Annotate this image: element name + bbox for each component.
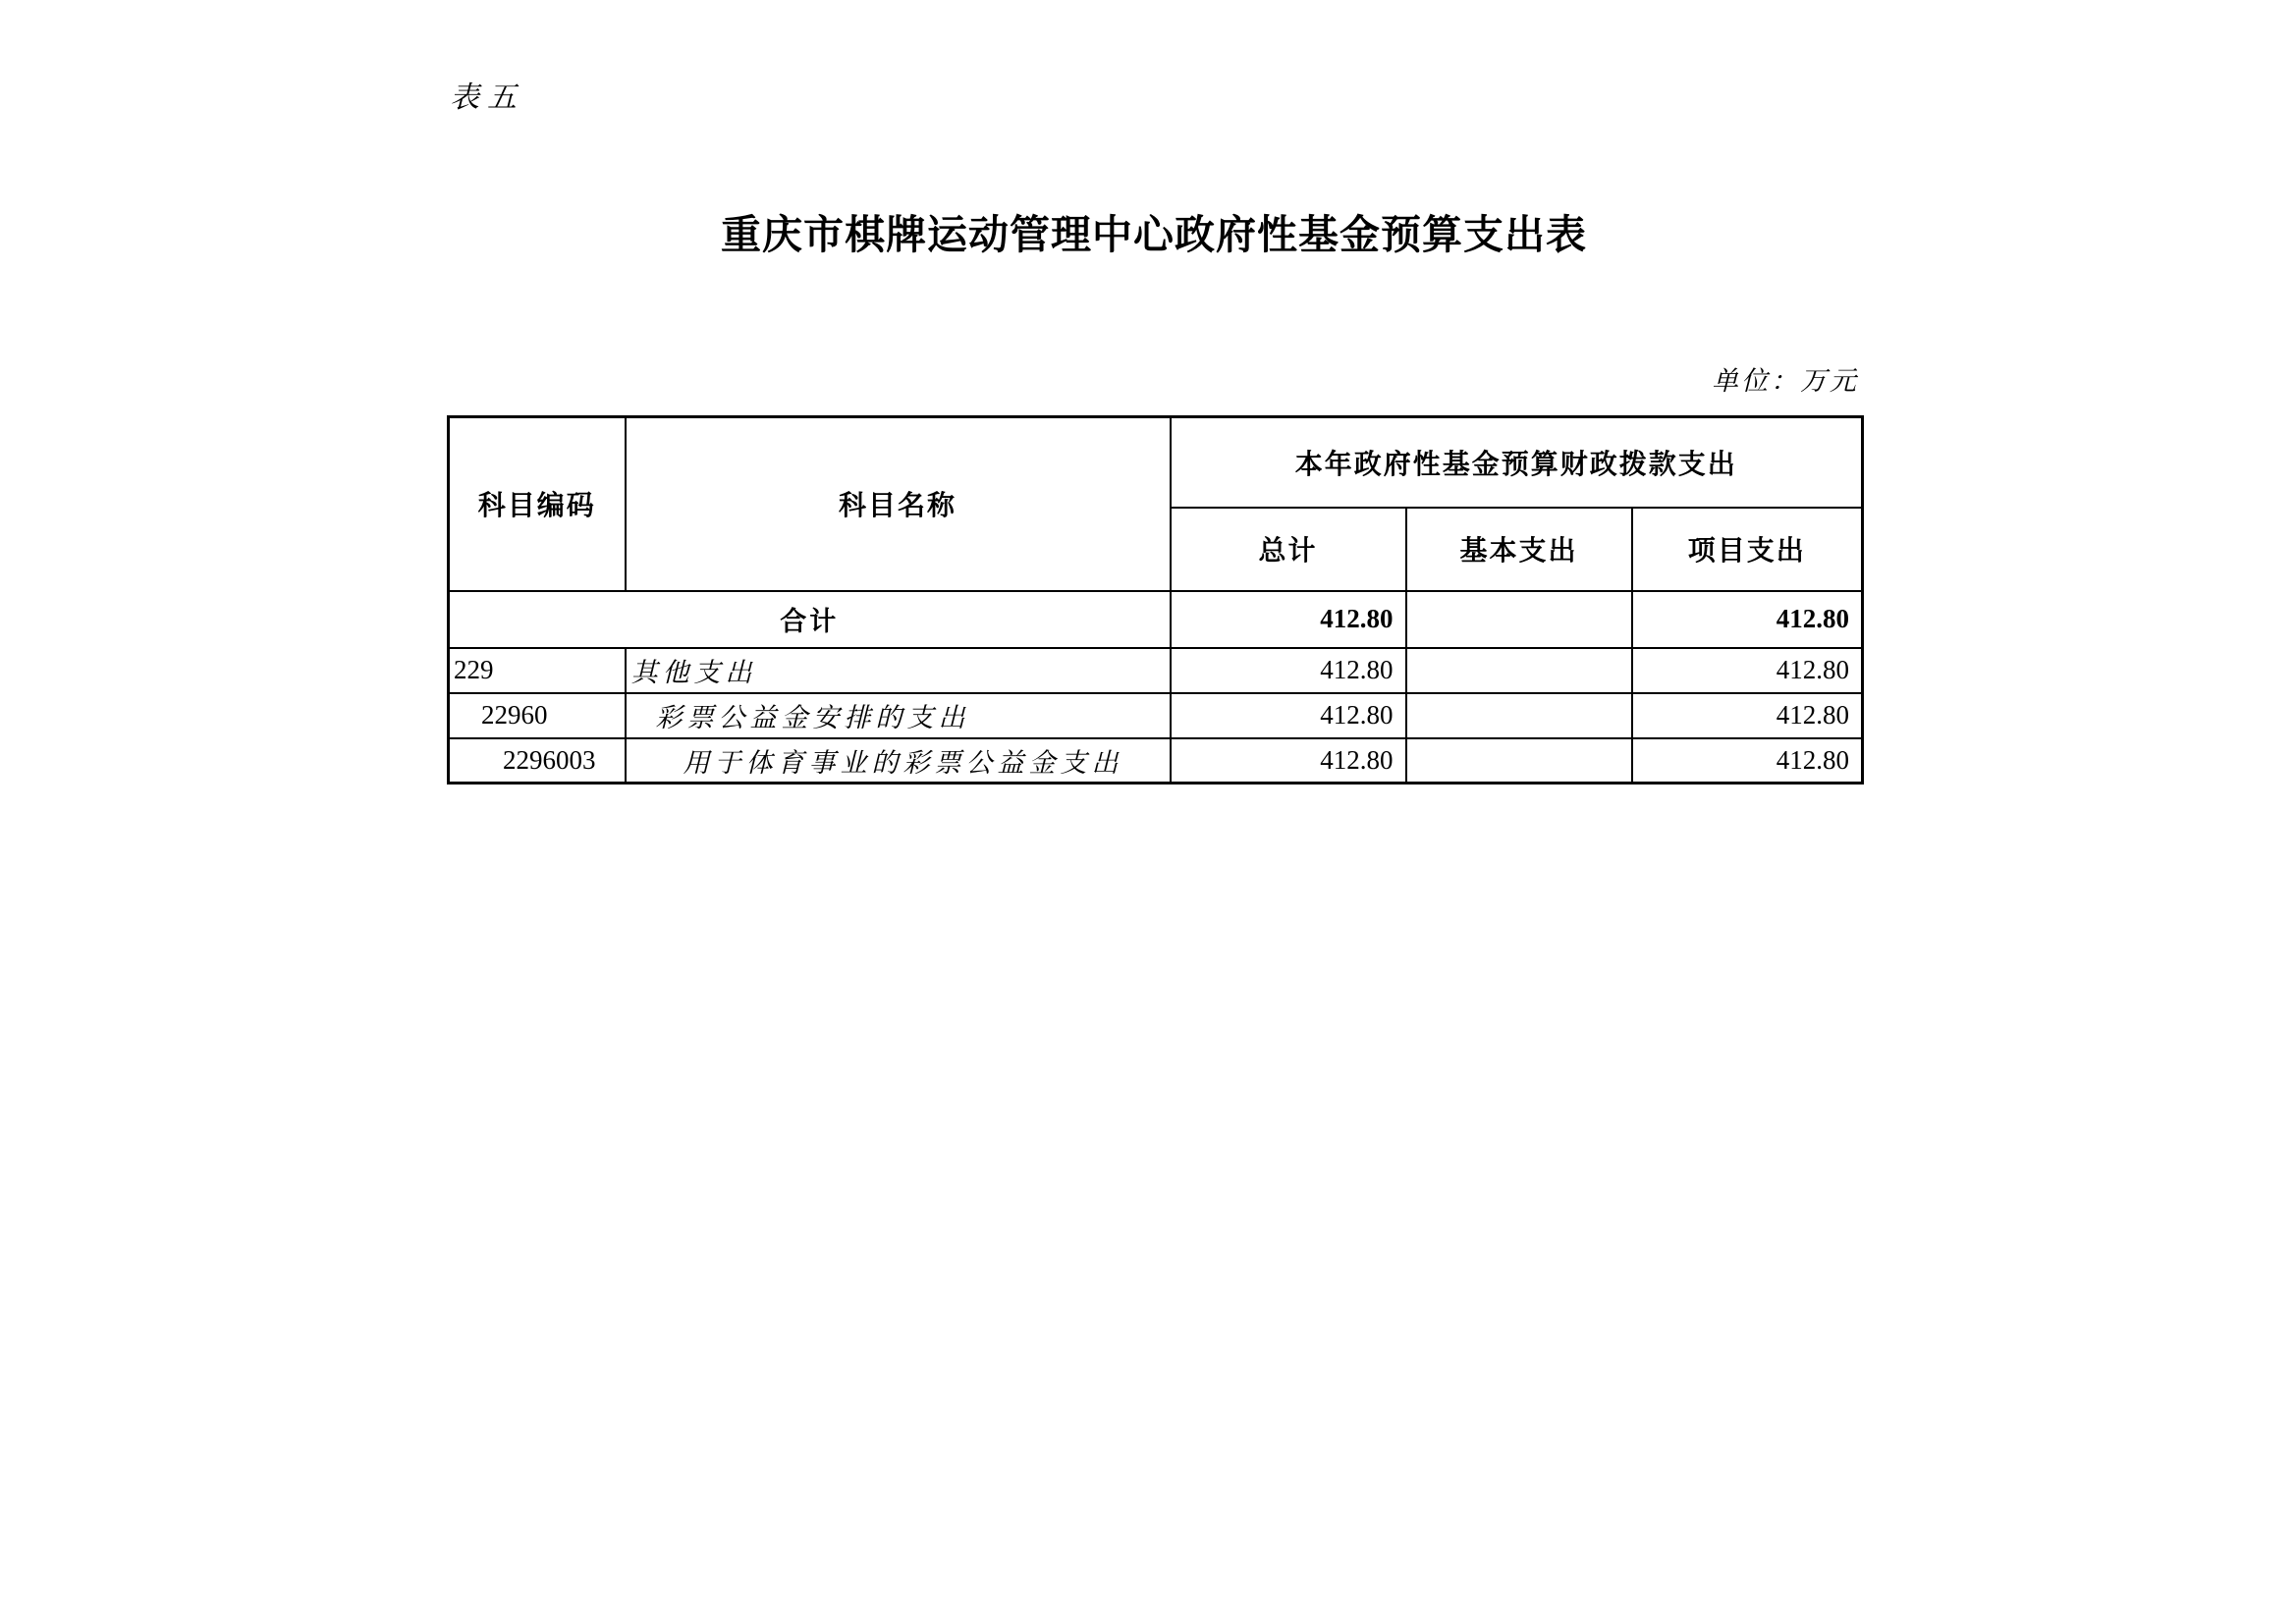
summary-row: [449, 591, 1863, 648]
header-subject-code: 科目编码: [449, 417, 626, 591]
row-name: 彩票公益金安排的支出: [626, 693, 1171, 738]
row-total-value: 412.80: [1171, 738, 1406, 784]
table-row: [449, 648, 1863, 693]
row-total-value: 412.80: [1171, 693, 1406, 738]
table-row: [449, 738, 1863, 784]
row-basic-value: [1406, 693, 1632, 738]
summary-basic-value: [1406, 591, 1632, 648]
header-total: 总计: [1171, 508, 1406, 591]
summary-project-value: 412.80: [1632, 591, 1863, 648]
header-subject-name: 科目名称: [626, 417, 1171, 591]
row-name: 用于体育事业的彩票公益金支出: [626, 738, 1171, 784]
row-total-value: 412.80: [1171, 648, 1406, 693]
row-basic-value: [1406, 738, 1632, 784]
summary-total-value: 412.80: [1171, 591, 1406, 648]
row-project-value: 412.80: [1632, 738, 1863, 784]
row-code: 22960: [449, 693, 626, 738]
row-code: 2296003: [449, 738, 626, 784]
table-row: [449, 693, 1863, 738]
row-project-value: 412.80: [1632, 648, 1863, 693]
row-name: 其他支出: [626, 648, 1171, 693]
page-title: 重庆市棋牌运动管理中心政府性基金预算支出表: [721, 212, 1587, 257]
row-basic-value: [1406, 648, 1632, 693]
row-project-value: 412.80: [1632, 693, 1863, 738]
budget-table: [447, 415, 1864, 784]
table-header-row-1: [449, 417, 1863, 508]
header-project-expenditure: 项目支出: [1632, 508, 1863, 591]
unit-note: 单位：万元: [1712, 366, 1859, 396]
summary-label: 合计: [449, 591, 1171, 648]
header-fund-expenditure-group: 本年政府性基金预算财政拨款支出: [1171, 417, 1863, 508]
sheet-number-label: 表五: [450, 81, 524, 114]
header-basic-expenditure: 基本支出: [1406, 508, 1632, 591]
row-code: 229: [449, 648, 626, 693]
